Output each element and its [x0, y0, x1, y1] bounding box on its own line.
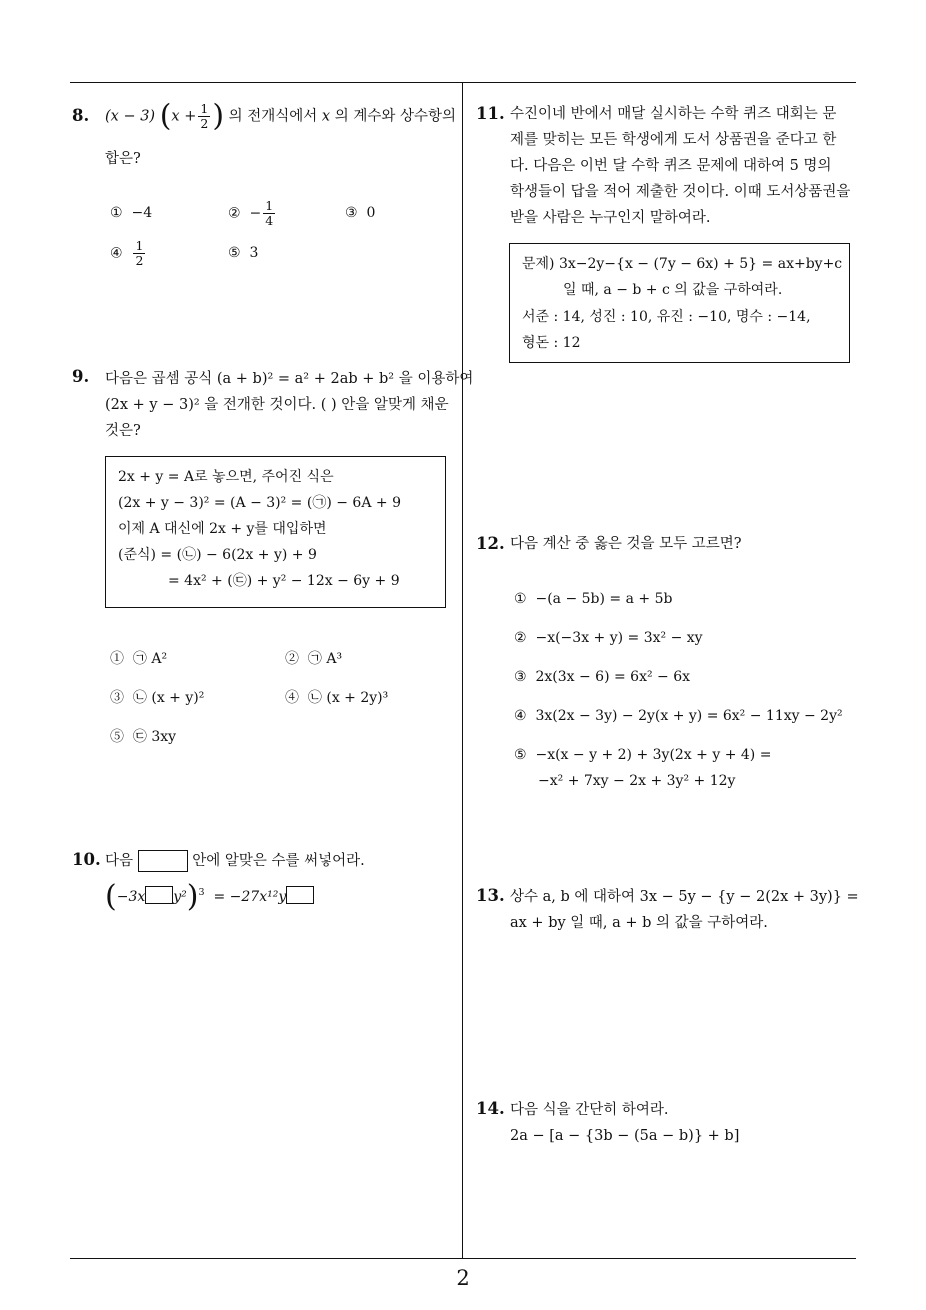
q8-left-paren: (: [159, 98, 172, 134]
option-mark: ⑤: [514, 747, 527, 763]
question-11-line-1: 수진이네 반에서 매달 실시하는 수학 퀴즈 대회는 문: [510, 106, 837, 122]
q10-blank-exponent-y[interactable]: [286, 886, 314, 904]
question-13-line-2: ax + by 일 때, a + b 의 값을 구하여라.: [510, 915, 768, 931]
option-value: −x(−3x + y) = 3x² − xy: [535, 630, 703, 646]
question-9-line-1: 다음은 곱셈 공식 (a + b)² = a² + 2ab + b² 을 이용하여: [105, 371, 474, 387]
q8-var-x: x: [321, 108, 331, 125]
q10-answer-blank-legend: [138, 850, 188, 872]
q8-option-4[interactable]: [110, 239, 147, 268]
question-10-number: 10.: [72, 850, 101, 869]
question-9-number: 9.: [72, 367, 90, 386]
option-mark: ②: [228, 205, 241, 222]
option-value: −4: [131, 205, 153, 221]
option-value: −x(x − y + 2) + 3y(2x + y + 4) =: [535, 747, 772, 763]
q11-box-line-1: 문제) 3x−2y−{x − (7y − 6x) + 5} = ax+by+c: [522, 256, 843, 272]
option-value: 2x(3x − 6) = 6x² − 6x: [535, 669, 691, 685]
frac-num: 1: [135, 238, 144, 253]
q8-expr-b: x +: [171, 108, 197, 125]
q8-frac-num: 1: [200, 101, 209, 116]
page-number: 2: [456, 1266, 470, 1290]
q8-text-1: 의 전개식에서: [228, 108, 318, 125]
option-value: ㉢ 3xy: [132, 729, 177, 745]
option-mark: ①: [514, 591, 527, 607]
option-mark: ③: [110, 690, 124, 706]
q12-option-2[interactable]: [514, 630, 703, 646]
q8-option-2[interactable]: [228, 199, 277, 228]
option-mark: ③: [345, 205, 358, 221]
question-12-number: 12.: [476, 534, 505, 553]
question-10-stem: [105, 848, 365, 874]
q9-option-5[interactable]: [110, 726, 176, 746]
question-9-line-2: (2x + y − 3)² 을 전개한 것이다. ( ) 안을 알맞게 채운: [105, 397, 449, 413]
option-value: −(a − 5b) = a + 5b: [535, 591, 673, 607]
q10-expr-mid: y²: [173, 889, 187, 905]
q12-option-3[interactable]: [514, 669, 690, 685]
q12-option-5[interactable]: [514, 747, 771, 763]
option-fraction: [133, 239, 145, 268]
option-value: 3: [249, 245, 259, 261]
frac-den: 2: [135, 253, 144, 268]
q11-box-line-4: 형돈 : 12: [522, 335, 581, 351]
frac-num: 1: [265, 198, 274, 213]
question-11-line-5: 받을 사람은 누구인지 말하여라.: [510, 210, 711, 226]
option-fraction: [263, 199, 275, 228]
question-14-line-2: 2a − [a − {3b − (5a − b)} + b]: [510, 1128, 740, 1144]
q11-box-line-2: 일 때, a − b + c 의 값을 구하여라.: [563, 282, 783, 298]
question-11-line-2: 제를 맞히는 모든 학생에게 도서 상품권을 준다고 한: [510, 132, 837, 148]
q12-option-5-line-2: −x² + 7xy − 2x + 3y² + 12y: [538, 773, 736, 789]
q10-expr-start: −3x: [116, 889, 146, 905]
option-mark: ②: [514, 630, 527, 646]
option-value: −: [249, 205, 262, 222]
question-11-number: 11.: [476, 104, 505, 123]
q8-option-3[interactable]: [345, 205, 375, 221]
question-12-stem: 다음 계산 중 옳은 것을 모두 고르면?: [510, 536, 742, 552]
question-8-number: 8.: [72, 106, 90, 125]
q9-option-2[interactable]: [285, 648, 342, 668]
option-mark: ④: [285, 690, 299, 706]
option-value: 3x(2x − 3y) − 2y(x + y) = 6x² − 11xy − 2y²: [535, 708, 843, 724]
question-9-line-3: 것은?: [105, 423, 141, 439]
column-divider: [462, 83, 463, 1258]
q9-box-line-2: (2x + y − 3)² = (A − 3)² = (㉠) − 6A + 9: [118, 495, 401, 511]
option-value: ㉡ (x + y)²: [132, 690, 205, 706]
q10-text-before: 다음: [105, 853, 134, 869]
option-mark: ④: [514, 708, 527, 724]
q10-expression: [105, 879, 314, 914]
question-11-line-4: 학생들이 답을 적어 제출한 것이다. 이때 도서상품권을: [510, 184, 851, 200]
option-value: ㉡ (x + 2y)³: [307, 690, 389, 706]
q8-option-1[interactable]: [110, 205, 152, 221]
question-14-line-1: 다음 식을 간단히 하여라.: [510, 1102, 669, 1118]
q10-text-after: 안에 알맞은 수를 써넣어라.: [192, 853, 365, 869]
q9-box-line-4: (준식) = (㉡) − 6(2x + y) + 9: [118, 547, 317, 563]
q9-box-line-5: = 4x² + (㉢) + y² − 12x − 6y + 9: [168, 573, 400, 589]
q10-left-paren: (: [105, 879, 117, 914]
option-mark: ③: [514, 669, 527, 685]
option-mark: ④: [110, 245, 123, 262]
top-rule: [70, 82, 856, 83]
question-14-number: 14.: [476, 1099, 505, 1118]
q10-expr-rhs: = −27x¹²y: [213, 889, 287, 905]
option-value: 0: [366, 205, 376, 221]
option-mark: ①: [110, 205, 123, 221]
option-mark: ①: [110, 651, 124, 667]
q10-blank-exponent-x[interactable]: [145, 886, 173, 904]
q8-frac-den: 2: [200, 116, 209, 131]
q12-option-4[interactable]: [514, 708, 843, 724]
question-8-stem-2: 합은?: [105, 151, 141, 167]
question-8-stem: [105, 98, 457, 134]
q9-box-line-1: 2x + y = A로 놓으면, 주어진 식은: [118, 469, 334, 485]
option-value: ㉠ A³: [307, 651, 343, 667]
question-13-line-1: 상수 a, b 에 대하여 3x − 5y − {y − 2(2x + 3y)} =: [510, 889, 859, 905]
option-mark: ②: [285, 651, 299, 667]
q11-box-line-3: 서준 : 14, 성진 : 10, 유진 : −10, 명수 : −14,: [522, 309, 811, 325]
q9-option-1[interactable]: [110, 648, 167, 668]
q8-fraction: [198, 102, 210, 131]
option-mark: ⑤: [110, 729, 124, 745]
q9-option-3[interactable]: [110, 687, 204, 707]
option-mark: ⑤: [228, 245, 241, 261]
question-13-number: 13.: [476, 886, 505, 905]
q8-expr-a: (x − 3): [105, 108, 156, 125]
q8-option-5[interactable]: [228, 245, 258, 261]
frac-den: 4: [265, 213, 274, 228]
option-value: ㉠ A²: [132, 651, 168, 667]
q9-option-4[interactable]: [285, 687, 388, 707]
q10-right-paren: ): [186, 879, 199, 914]
q8-text-2: 의 계수와 상수항의: [334, 108, 456, 125]
bottom-rule: [70, 1258, 856, 1259]
q9-box-line-3: 이제 A 대신에 2x + y를 대입하면: [118, 521, 327, 537]
q12-option-1[interactable]: [514, 591, 672, 607]
question-11-line-3: 다. 다음은 이번 달 수학 퀴즈 문제에 대하여 5 명의: [510, 158, 832, 174]
q8-right-paren: ): [212, 98, 225, 134]
q10-outer-exponent: 3: [198, 887, 205, 898]
